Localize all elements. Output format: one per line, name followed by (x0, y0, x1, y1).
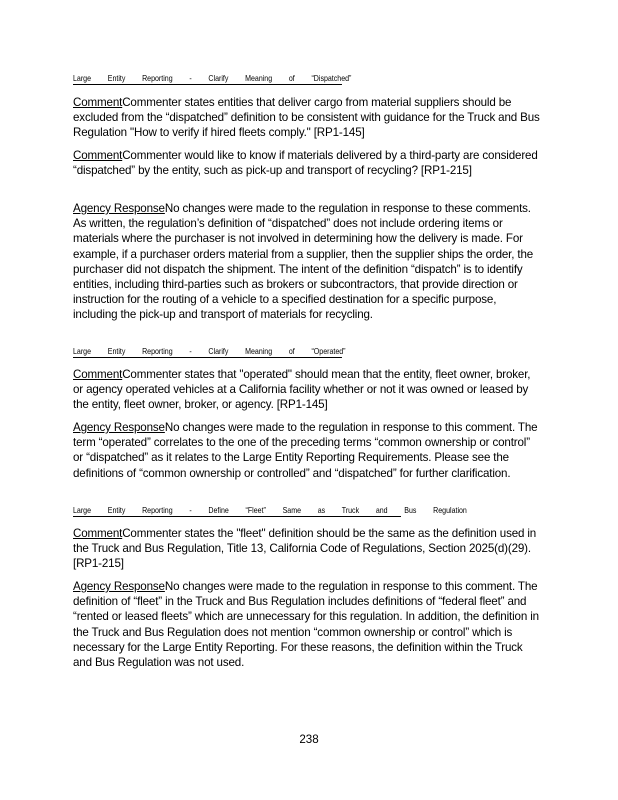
comment-text: Commenter would like to know if materials delivered by a third-party are considered “dispatched” by the entity, such as pick-up and transport of recycling? [RP1-215] (73, 149, 538, 178)
comment-paragraph (73, 526, 541, 572)
section-heading-operated: Large Entity Reporting - Clarify Meaning of “Operated” (73, 346, 346, 356)
comment-text: Commenter states entities that deliver cargo from material suppliers should be excluded from the “dispatched” definition to be consistent with guidance for the Truck and Bus Regulation "How to verify if hired fleets comply." [RP1-145] (73, 96, 540, 140)
agency-response-label: Agency Response (73, 202, 165, 215)
comment-text: Commenter states that "operated" should mean that the entity, fleet owner, broker, or agency operated vehicles at a California facility whether or not it was owned or leased by the entity, fleet owner, broker, or agency. [RP1-145] (73, 368, 531, 412)
comment-label: Comment (73, 149, 123, 162)
section-heading-dispatched: Large Entity Reporting - Clarify Meaning of “Dispatched” (73, 73, 352, 83)
agency-response-text: No changes were made to the regulation in response to this comment. The term “operated” correlates to the one of the preceding terms “common ownership or control” or “dispatched” as it relates to the Large Entity Reporting Requirements. Please see the definitions of “common ownership or controlled” and “dispatched” for further clarification. (73, 421, 538, 480)
comment-label: Comment (73, 96, 123, 109)
agency-response-text: No changes were made to the regulation in response to these comments. As written, the regulation’s definition of “dispatched” does not include ordering items or materials where the purchaser is not involved in determining how the delivery is made. For example, if a purchaser orders material from a supplier, then the supplier ships the order, the purchaser did not dispatch the shipment. The intent of the definition “dispatch” is to identify entities, including third-parties such as brokers or subcontractors, that provide direction or instruction for the routing of a vehicle to a specified destination for a specific purpose, including the pick-up and transport of materials for recycling. (73, 202, 534, 322)
agency-response-paragraph (73, 579, 541, 670)
agency-response-paragraph (73, 420, 541, 481)
agency-response-text: No changes were made to the regulation in response to this comment. The definition of “fleet” in the Truck and Bus Regulation includes definitions of “federal fleet” and “rented or leased fleets” which are unnecessary for this regulation. In addition, the definition in the Truck and Bus Regulation does not mention “common ownership or control” which is necessary for the Large Entity Reporting. For these reasons, the definition within the Truck and Bus Regulation was not used. (73, 580, 539, 670)
page-number: 238 (299, 733, 319, 746)
comment-text: Commenter states the "fleet" definition should be the same as the definition used in the Truck and Bus Regulation, Title 13, California Code of Regulations, Section 2025(d)(29). [RP1-215] (73, 527, 537, 571)
comment-paragraph (73, 367, 541, 413)
comment-paragraph (73, 148, 541, 178)
section-heading-fleet: Large Entity Reporting - Define “Fleet” Same as Truck and Bus Regulation (73, 505, 467, 515)
agency-response-paragraph (73, 201, 541, 323)
comment-label: Comment (73, 527, 123, 540)
agency-response-label: Agency Response (73, 580, 165, 593)
comment-paragraph (73, 95, 541, 141)
agency-response-label: Agency Response (73, 421, 165, 434)
comment-label: Comment (73, 368, 123, 381)
